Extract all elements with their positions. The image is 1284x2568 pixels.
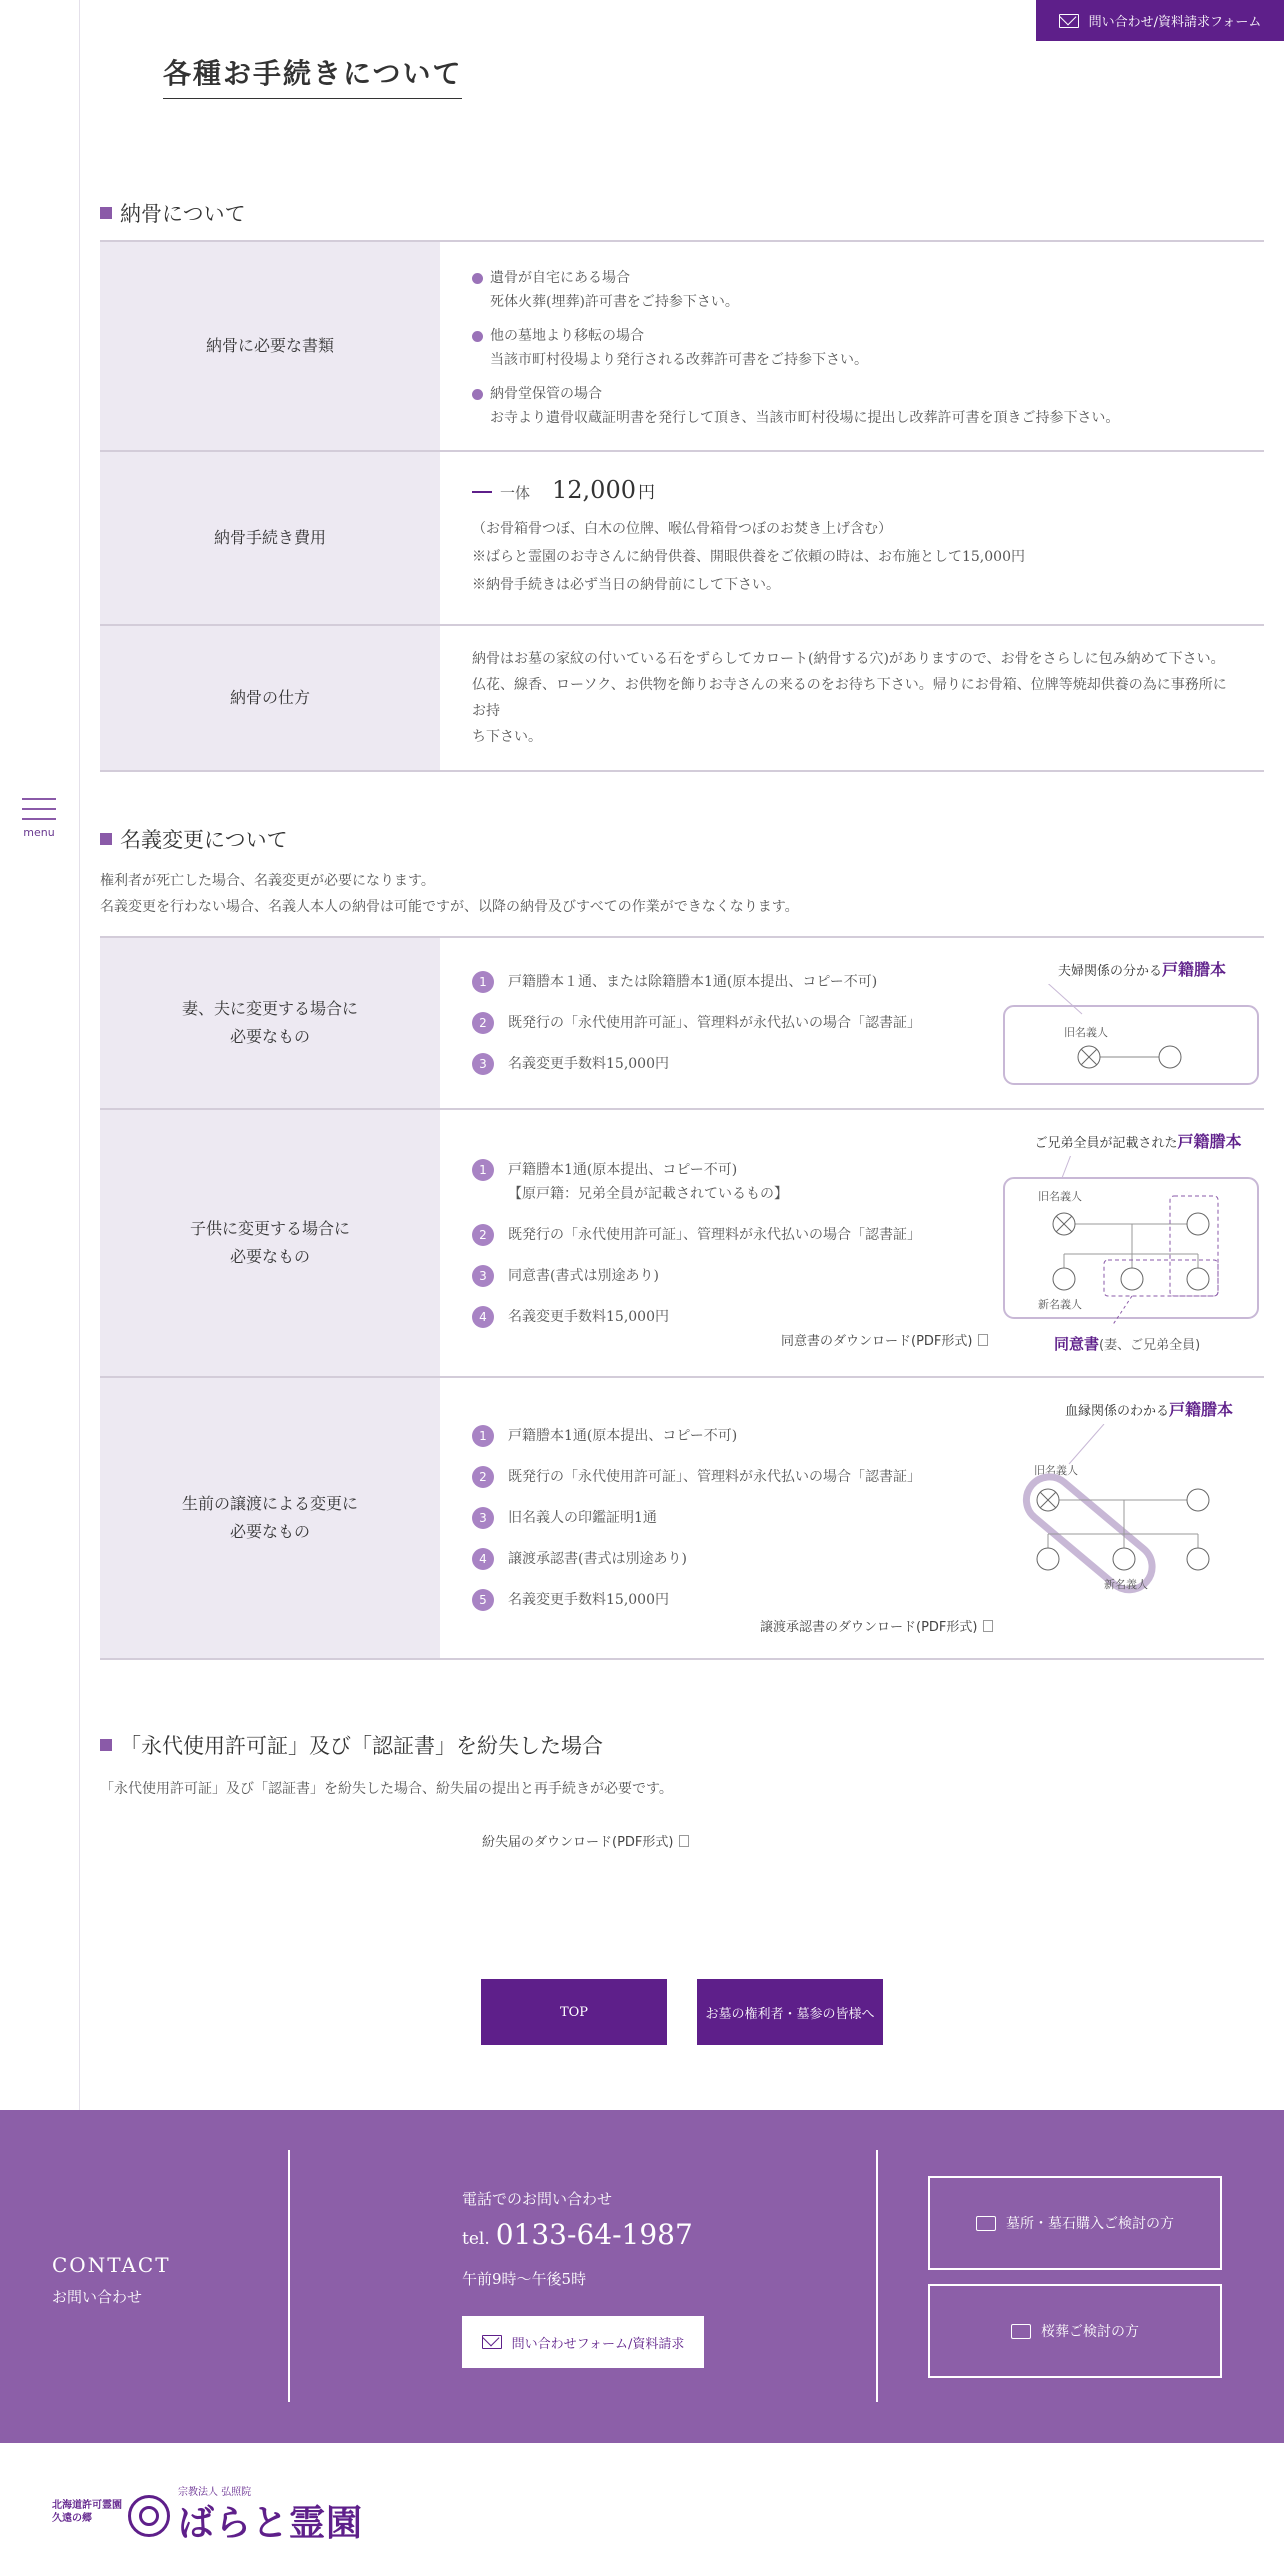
row-label: 子供に変更する場合に 必要なもの [100, 1109, 440, 1377]
contact-jp: お問い合わせ [52, 2288, 143, 2306]
funshitsu-description: 「永代使用許可証」及び「認証書」を紛失した場合、紛失届の提出と再手続きが必要です。 [100, 1781, 673, 1797]
contact-footer [0, 2110, 1284, 2443]
top-button[interactable]: TOP [481, 1979, 667, 2045]
list-item: 3 名義変更手数料15,000円 [472, 1052, 1232, 1076]
row-label: 納骨の仕方 [100, 625, 440, 771]
list-item: 4 名義変更手数料15,000円 [472, 1305, 1232, 1329]
chat-icon [1011, 2324, 1031, 2339]
svg-text:新名義人: 新名義人 [1038, 1298, 1082, 1311]
square-bullet-icon [100, 1739, 112, 1751]
hamburger-icon-bar [22, 798, 56, 800]
grave-purchase-button[interactable]: 墓所・墓石購入ご検討の方 [928, 2176, 1222, 2270]
note: ※納骨手続きは必ず当日の納骨前にして下さい。 [472, 576, 780, 593]
business-hours: 午前9時〜午後5時 [462, 2270, 587, 2288]
consent-download-link[interactable]: 同意書のダウンロード(PDF形式) [781, 1330, 988, 1354]
contact-en: CONTACT [52, 2253, 171, 2277]
square-bullet-icon [100, 833, 112, 845]
logo-org: 宗教法人 弘照院 [178, 2487, 252, 2498]
dash-icon [472, 491, 492, 493]
divider [876, 2150, 878, 2402]
person-icon [1159, 1046, 1181, 1068]
section-heading-nokotsu: 納骨について [100, 198, 246, 228]
text-line: 仏花、線香、ローソク、お供物を飾りお寺さんの来るのをお待ち下さい。帰りにお骨箱、位牌等焼却供養の為に事務所にお持 [472, 677, 1227, 719]
sakura-burial-button[interactable]: 桜葬ご検討の方 [928, 2284, 1222, 2378]
note: ※ばらと霊園のお寺さんに納骨供養、開眼供養をご依頼の時は、お布施として15,000円 [472, 548, 1025, 565]
content-left-rule [79, 0, 80, 2110]
header-contact-button[interactable] [1036, 0, 1284, 41]
text-line: ち下さい。 [472, 729, 542, 745]
phone-title: 電話でのお問い合わせ [462, 2190, 613, 2208]
header-contact-label: 問い合わせ/資料請求フォーム [1088, 15, 1262, 30]
divider [288, 2150, 290, 2402]
svg-text:旧名義人: 旧名義人 [1034, 1464, 1078, 1477]
section-heading-funshitsu: 「永代使用許可証」及び「認証書」を紛失した場合 [100, 1730, 603, 1760]
text-line: 納骨はお墓の家紋の付いている石をずらしてカロート(納骨する穴)がありますので、お骨をさらしに包み納めて下さい。 [472, 651, 1225, 667]
nokotsu-table [100, 240, 1264, 772]
list-item: 他の墓地より移転の場合 当該市町村役場より発行される改葬許可書をご持参下さい。 [472, 324, 1232, 372]
price: 一体 12,000 円 [472, 478, 1232, 505]
page-title: 各種お手続きについて [163, 52, 462, 99]
phone-number: tel. 0133-64-1987 [462, 2218, 693, 2251]
contact-form-button[interactable]: 問い合わせフォーム/資料請求 [462, 2316, 704, 2368]
list-item: 2 既発行の「永代使用許可証」、管理料が永代払いの場合「認書証」 [472, 1465, 1232, 1489]
family-diagram: 血縁関係のわかる戸籍謄本 旧名義人 新名義人 [1014, 1398, 1264, 1624]
list-item: 3 旧名義人の印鑑証明1通 [472, 1506, 1232, 1530]
section-heading-meigi: 名義変更について [100, 824, 288, 854]
menu-label: menu [23, 826, 55, 839]
loss-report-download-link[interactable]: 紛失届のダウンロード(PDF形式) [482, 1831, 689, 1850]
mail-icon [482, 2335, 502, 2349]
list-item: 1 戸籍謄本1通(原本提出、コピー不可) 【原戸籍：兄弟全員が記載されているもの】 [472, 1158, 1232, 1206]
chat-icon [976, 2216, 996, 2231]
square-bullet-icon [100, 207, 112, 219]
row-label: 生前の譲渡による変更に 必要なもの [100, 1377, 440, 1659]
svg-text:新名義人: 新名義人 [1104, 1578, 1148, 1591]
list-item: 3 同意書(書式は別途あり) [472, 1264, 1232, 1288]
row-label: 納骨手続き費用 [100, 451, 440, 625]
list-item: 納骨堂保管の場合 お寺より遺骨収蔵証明書を発行して頂き、当該市町村役場に提出し改葬許可書を頂きご持参下さい。 [472, 382, 1232, 430]
list-item: 2 既発行の「永代使用許可証」、管理料が永代払いの場合「認書証」 [472, 1011, 1232, 1035]
list-item: 4 譲渡承認書(書式は別途あり) [472, 1547, 1232, 1571]
row-label: 納骨に必要な書類 [100, 241, 440, 451]
list-item: 1 戸籍謄本1通(原本提出、コピー不可) [472, 1424, 1232, 1448]
list-item: 遺骨が自宅にある場合 死体火葬(埋葬)許可書をご持参下さい。 [472, 266, 1232, 314]
menu-button[interactable] [22, 798, 56, 839]
meigi-table [100, 936, 1264, 1660]
logo-main: ばらと霊園 [178, 2503, 364, 2544]
list-item: 1 戸籍謄本１通、または除籍謄本1通(原本提出、コピー不可) [472, 970, 1232, 994]
list-item: 5 名義変更手数料15,000円 [472, 1588, 1232, 1612]
note: （お骨箱骨つぼ、白木の位牌、喉仏骨箱骨つぼのお焚き上げ含む） [472, 520, 892, 537]
hamburger-icon-bar [22, 818, 56, 820]
mail-icon [1059, 14, 1079, 28]
site-footer [0, 2443, 1284, 2568]
row-label: 妻、夫に変更する場合に 必要なもの [100, 937, 440, 1109]
transfer-download-link[interactable]: 譲渡承認書のダウンロード(PDF形式) [760, 1616, 993, 1640]
family-diagram: ご兄弟全員が記載された戸籍謄本 旧名義人 新名義人 同意書(妻、ご兄弟全員) [1002, 1130, 1264, 1358]
list-item: 2 既発行の「永代使用許可証」、管理料が永代払いの場合「認書証」 [472, 1223, 1232, 1247]
next-page-button[interactable]: お墓の権利者・墓参の皆様へ [697, 1979, 883, 2045]
svg-text:旧名義人: 旧名義人 [1038, 1190, 1082, 1203]
hamburger-icon-bar [22, 808, 56, 810]
logo-sub: 北海道許可霊園 久遠の郷 [52, 2500, 122, 2524]
family-diagram: 夫婦関係の分かる戸籍謄本 旧名義人 [1002, 958, 1264, 1094]
crest-icon [128, 2495, 170, 2537]
meigi-description: 権利者が死亡した場合、名義変更が必要になります。 名義変更を行わない場合、名義人本人の納骨は可能ですが、以降の納骨及びすべての作業ができなくなります。 [100, 873, 799, 915]
old-owner-label: 旧名義人 [1064, 1026, 1108, 1039]
